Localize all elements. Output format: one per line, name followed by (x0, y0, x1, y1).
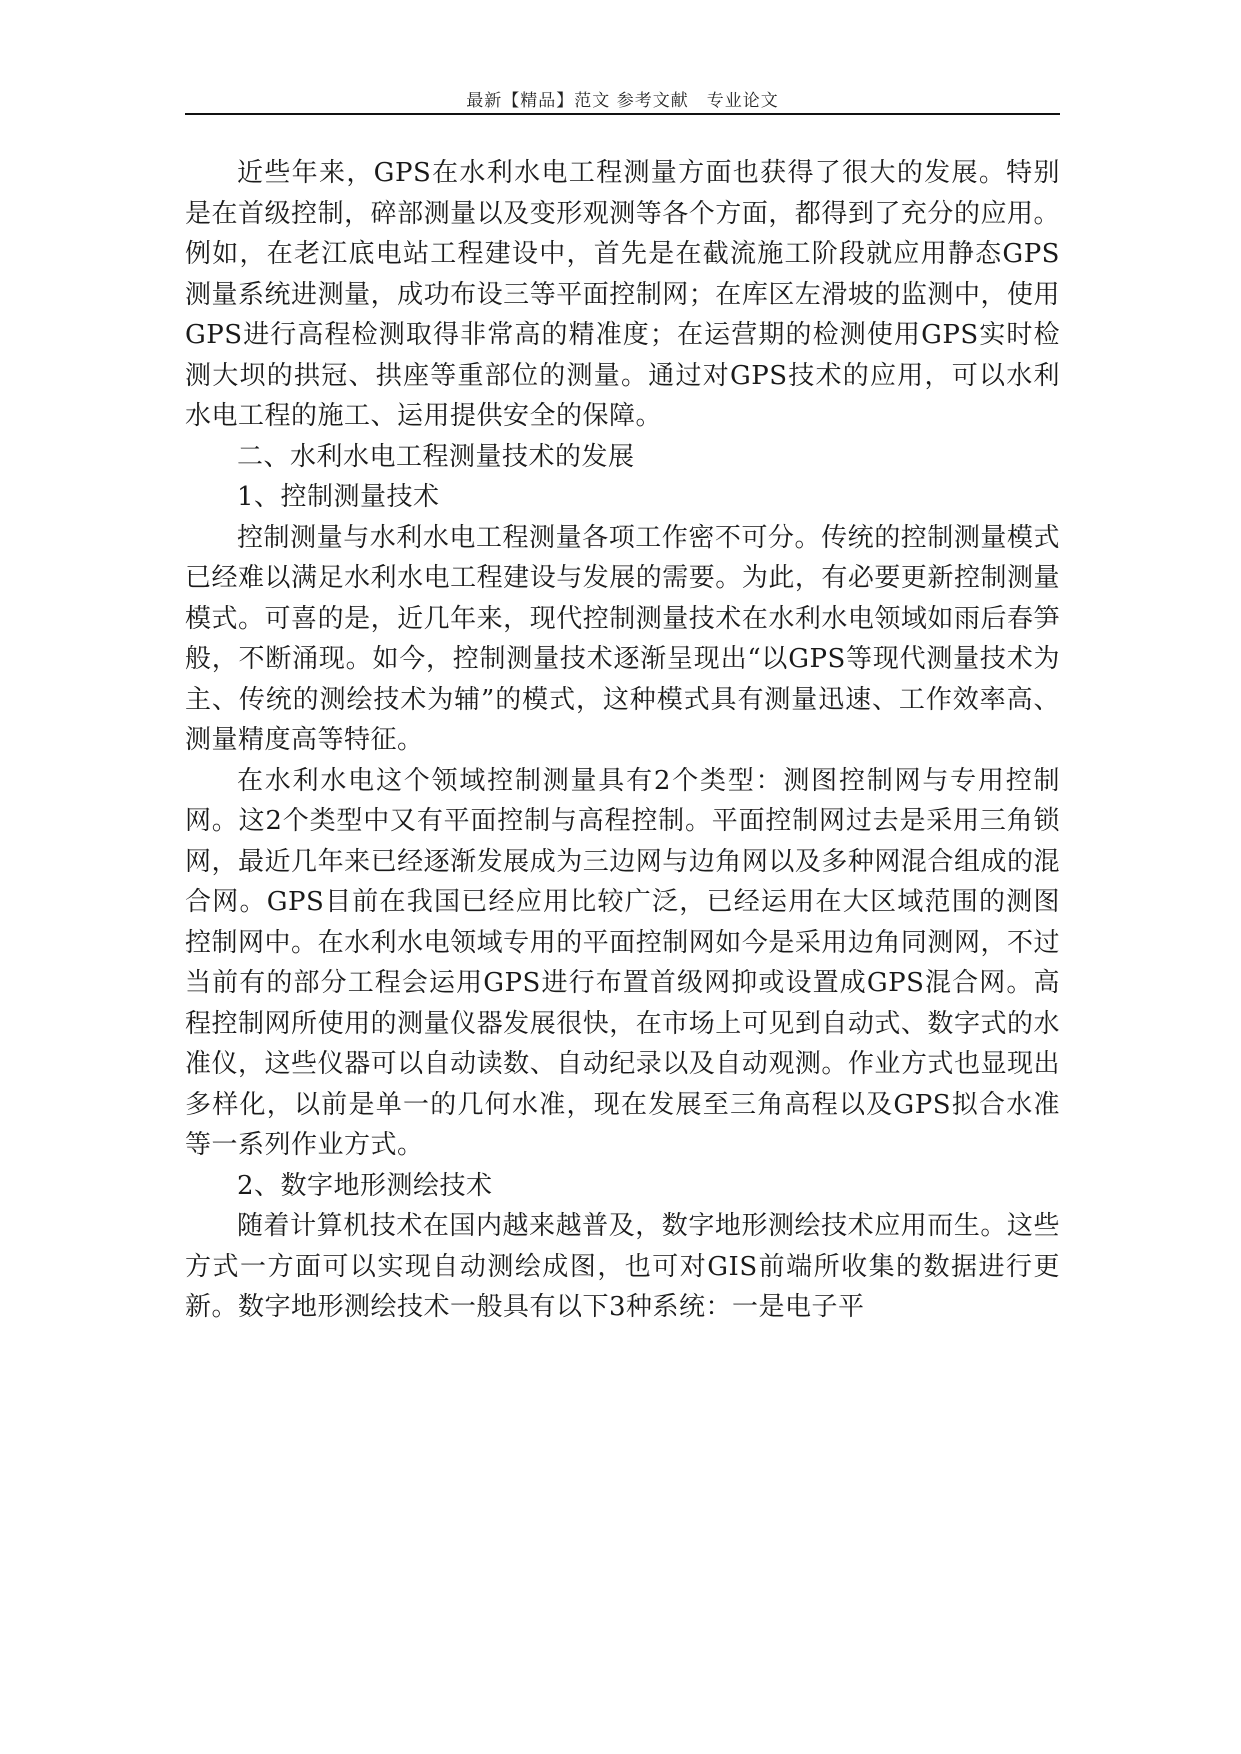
paragraph-digital-terrain: 随着计算机技术在国内越来越普及，数字地形测绘技术应用而生。这些方式一方面可以实现自动测绘成图，也可对GIS前端所收集的数据进行更新。数字地形测绘技术一般具有以下3种系统：一是电子平 (185, 1211, 1060, 1322)
header-divider (185, 113, 1060, 115)
section-heading-development: 二、水利水电工程测量技术的发展 (237, 441, 635, 472)
subsection-heading-control-survey: 1、控制测量技术 (237, 482, 440, 512)
paragraph-gps-application: 近些年来，GPS在水利水电工程测量方面也获得了很大的发展。特别是在首级控制，碎部测量以及变形观测等各个方面，都得到了充分的应用。例如，在老江底电站工程建设中，首先是在截流施工阶段就应用静态GPS测量系统进测量，成功布设三等平面控制网；在库区左滑坡的监测中，使用GPS进行高程检测取得非常高的精准度；在运营期的检测使用GPS实时检测大坝的拱冠、拱座等重部位的测量。通过对GPS技术的应用，可以水利水电工程的施工、运用提供安全的保障。 (185, 158, 1060, 431)
paragraph-control-survey: 控制测量与水利水电工程测量各项工作密不可分。传统的控制测量模式已经难以满足水利水电工程建设与发展的需要。为此，有必要更新控制测量模式。可喜的是，近几年来，现代控制测量技术在水利水电领域如雨后春笋般，不断涌现。如今，控制测量技术逐渐呈现出“以GPS等现代测量技术为主、传统的测绘技术为辅”的模式，这种模式具有测量迅速、工作效率高、测量精度高等特征。 (185, 522, 1060, 755)
paragraph-control-network-types: 在水利水电这个领域控制测量具有2个类型：测图控制网与专用控制网。这2个类型中又有平面控制与高程控制。平面控制网过去是采用三角锁网，最近几年来已经逐渐发展成为三边网与边角网以及多种网混合组成的混合网。GPS目前在我国已经应用比较广泛，已经运用在大区域范围的测图控制网中。在水利水电领域专用的平面控制网如今是采用边角同测网，不过当前有的部分工程会运用GPS进行布置首级网抑或设置成GPS混合网。高程控制网所使用的测量仪器发展很快，在市场上可见到自动式、数字式的水准仪，这些仪器可以自动读数、自动纪录以及自动观测。作业方式也显现出多样化，以前是单一的几何水准，现在发展至三角高程以及GPS拟合水准等一系列作业方式。 (185, 765, 1060, 1160)
document-body (185, 153, 1060, 1328)
subsection-heading-digital-terrain: 2、数字地形测绘技术 (237, 1170, 493, 1201)
page-header: 最新【精品】范文 参考文献 专业论文 (466, 91, 779, 111)
